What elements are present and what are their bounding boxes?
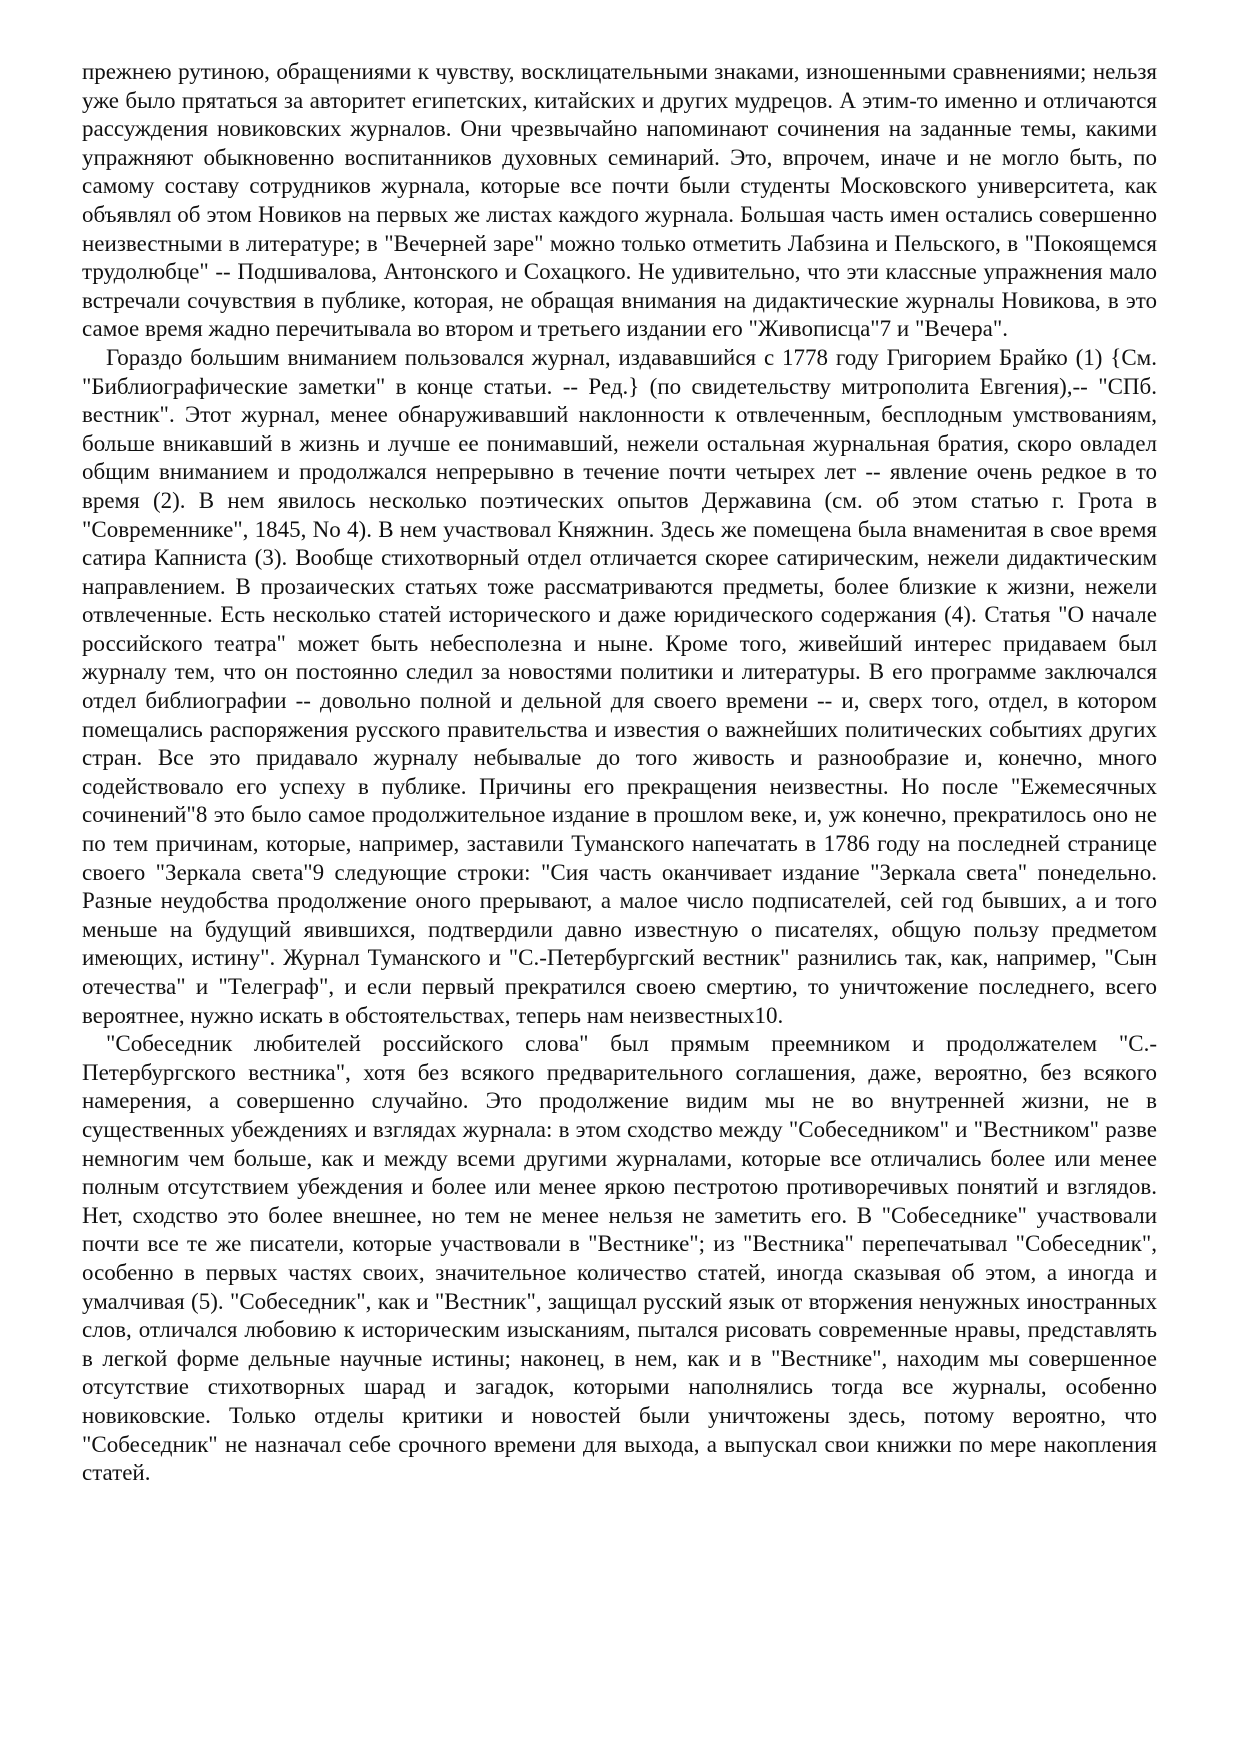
document-page [82, 58, 1157, 1488]
paragraph-sobesednik: "Собеседник любителей российского слова" был прямым преемником и продолжателем "С.-Петербургского вестника", хотя без всякого предварительного соглашения, даже, вероятно, без всякого намерения, а совершенно случайно. Это продолжение видим мы не во внутренней жизни, не в существенных убеждениях и взглядах журнала: в этом сходство между "Собеседником" и "Вестником" разве немногим чем больше, как и между всеми другими журналами, которые все отличались более или менее полным отсутствием убеждения и более или менее яркою пестротою противоречивых понятий и взглядов. Нет, сходство это более внешнее, но тем не менее нельзя не заметить его. В "Собеседнике" участвовали почти все те же писатели, которые участвовали в "Вестнике"; из "Вестника" перепечатывал "Собеседник", особенно в первых частях своих, значительное количество статей, иногда сказывая об этом, а иногда и умалчивая (5). "Собеседник", как и "Вестник", защищал русский язык от вторжения ненужных иностранных слов, отличался любовию к историческим изысканиям, пытался рисовать современные нравы, представлять в легкой форме дельные научные истины; наконец, в нем, как и в "Вестнике", находим мы совершенное отсутствие стихотворных шарад и загадок, которыми наполнялись тогда все журналы, особенно новиковские. Только отделы критики и новостей были уничтожены здесь, потому вероятно, что "Собеседник" не назначал себе срочного времени для выхода, а выпускал свои книжки по мере накопления статей. [82, 1031, 1157, 1486]
paragraph-continuation: прежнею рутиною, обращениями к чувству, восклицательными знаками, изношенными сравнениями; нельзя уже было прятаться за авторитет египетских, китайских и других мудрецов. А этим-то именно и отличаются рассуждения новиковских журналов. Они чрезвычайно напоминают сочинения на заданные темы, какими упражняют обыкновенно воспитанников духовных семинарий. Это, впрочем, иначе и не могло быть, по самому составу сотрудников журнала, которые все почти были студенты Московского университета, как объявлял об этом Новиков на первых же листах каждого журнала. Большая часть имен остались совершенно неизвестными в литературе; в "Вечерней заре" можно только отметить Лабзина и Пельского, в "Покоящемся трудолюбце" -- Подшивалова, Антонского и Сохацкого. Не удивительно, что эти классные упражнения мало встречали сочувствия в публике, которая, не обращая внимания на дидактические журналы Новикова, в это самое время жадно перечитывала во втором и третьего издании его "Живописца"7 и "Вечера". [82, 59, 1157, 342]
paragraph-spb-vestnik: Гораздо большим вниманием пользовался журнал, издававшийся с 1778 году Григорием Брайко (1) {См. "Библиографические заметки" в конце статьи. -- Ред.} (по свидетельству митрополита Евгения),-- "СПб. вестник". Этот журнал, менее обнаруживавший наклонности к отвлеченным, бесплодным умствованиям, больше вникавший в жизнь и лучше ее понимавший, нежели остальная журнальная братия, скоро овладел общим вниманием и продолжался непрерывно в течение почти четырех лет -- явление очень редкое в то время (2). В нем явилось несколько поэтических опытов Державина (см. об этом статью г. Грота в "Современнике", 1845, No 4). В нем участвовал Княжнин. Здесь же помещена была внаменитая в свое время сатира Капниста (3). Вообще стихотворный отдел отличается скорее сатирическим, нежели дидактическим направлением. В прозаических статьях тоже рассматриваются предметы, более близкие к жизни, нежели отвлеченные. Есть несколько статей исторического и даже юридического содержания (4). Статья "О начале российского театра" может быть небесполезна и ныне. Кроме того, живейший интерес придаваем был журналу тем, что он постоянно следил за новостями политики и литературы. В его программе заключался отдел библиографии -- довольно полной и дельной для своего времени -- и, сверх того, отдел, в котором помещались распоряжения русского правительства и известия о важнейших политических событиях других стран. Все это придавало журналу небывалые до того живость и разнообразие и, конечно, много содействовало его успеху в публике. Причины его прекращения неизвестны. Но после "Ежемесячных сочинений"8 это было самое продолжительное издание в прошлом веке, и, уж конечно, прекратилось оно не по тем причинам, которые, например, заставили Туманского напечатать в 1786 году на последней странице своего "Зеркала света"9 следующие строки: "Сия часть оканчивает издание "Зеркала света" понедельно. Разные неудобства продолжение оного прерывают, а малое число подписателей, сей год бывших, а и того меньше на будущий явившихся, подтвердили давно известную о писателях, общую пользу предметом имеющих, истину". Журнал Туманского и "С.-Петербургский вестник" разнились так, как, например, "Сын отечества" и "Телеграф", и если первый прекратился своею смертию, то уничтожение последнего, всего вероятнее, нужно искать в обстоятельствах, теперь нам неизвестных10. [82, 344, 1157, 1028]
